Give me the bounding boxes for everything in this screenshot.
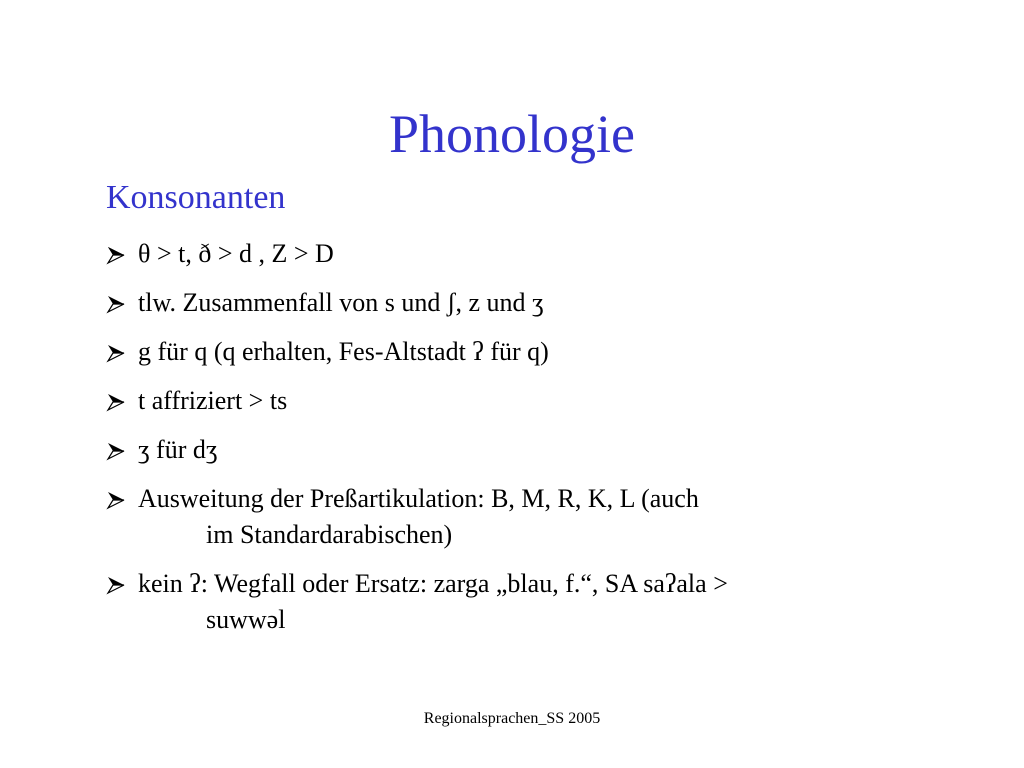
arrow-bullet-icon — [106, 490, 126, 510]
arrow-bullet-icon — [106, 245, 126, 265]
bullet-list — [106, 236, 966, 651]
arrow-bullet-icon — [106, 575, 126, 595]
bullet-text: Ausweitung der Preßartikulation: B, M, R, K, L (auch — [138, 484, 699, 513]
bullet-item — [106, 481, 966, 553]
bullet-item — [106, 432, 966, 468]
slide-subtitle: Konsonanten — [106, 179, 286, 216]
slide-title: Phonologie — [388, 104, 635, 164]
arrow-bullet-icon — [106, 441, 126, 461]
bullet-text: tlw. Zusammenfall von s und ʃ, z und ʒ — [138, 288, 544, 317]
bullet-item — [106, 334, 966, 370]
bullet-text: ʒ für dʒ — [138, 435, 218, 464]
bullet-item — [106, 236, 966, 272]
bullet-text: t affriziert > ts — [138, 386, 288, 415]
bullet-text-continuation: suwwəl — [206, 605, 286, 634]
slide-footer: Regionalsprachen_SS 2005 — [423, 710, 601, 727]
arrow-bullet-icon — [106, 294, 126, 314]
arrow-bullet-icon — [106, 343, 126, 363]
bullet-text-continuation: im Standardarabischen) — [206, 520, 453, 549]
arrow-bullet-icon — [106, 392, 126, 412]
bullet-text: kein ʔ: Wegfall oder Ersatz: zarga „blau, f.“, SA saʔala > — [138, 569, 728, 598]
bullet-text: g für q (q erhalten, Fes-Altstadt ʔ für q) — [138, 337, 549, 366]
bullet-item — [106, 383, 966, 419]
bullet-item — [106, 285, 966, 321]
bullet-text: θ > t, ð > d , Z > D — [138, 239, 334, 268]
bullet-item — [106, 566, 966, 638]
